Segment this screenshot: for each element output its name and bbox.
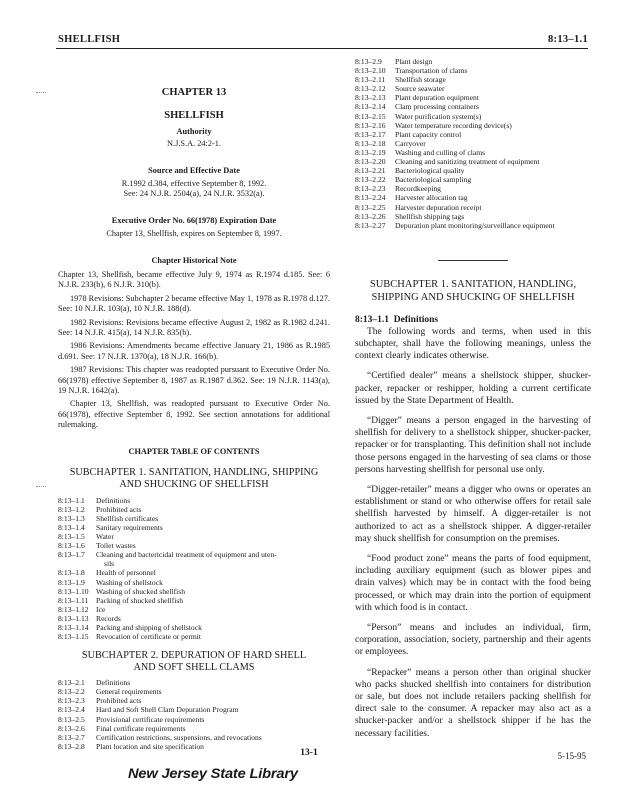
toc-entry-continued: sils xyxy=(104,559,115,569)
definition-food-product-zone: “Food product zone” means the parts of food equipment, including auxiliary equipment (such as blower pipes and drain valves) which may be in contact with the food being processed, or which may drain into the portion of equipment with which food is in contact. xyxy=(355,554,591,613)
toc-entry[interactable]: 8:13–2.9 Plant design xyxy=(355,57,433,66)
subchapter-1-heading: AND SHUCKING OF SHELLFISH xyxy=(119,478,269,490)
toc-entry[interactable]: 8:13–2.3 Prohibited acts xyxy=(58,696,142,706)
history-note: 1978 Revisions: Subchapter 2 became effective May 1, 1978 as R.1978 d.127. See: 10 N.J.R. 103(a), 10 N.J.R. 188(d). xyxy=(58,293,330,314)
toc-entry[interactable]: 8:13–1.9 Washing of shellstock xyxy=(58,577,163,587)
toc-entry[interactable]: 8:13–1.6 Toilet wastes xyxy=(58,541,136,551)
subchapter-2-heading: AND SOFT SHELL CLAMS xyxy=(133,662,255,674)
toc-entry[interactable]: 8:13–2.13 Plant depuration equipment xyxy=(355,93,479,103)
toc-entry[interactable]: 8:13–1.7 Cleaning and bactericidal treatment of equipment and uten- xyxy=(58,550,277,560)
authority-text: N.J.S.A. 24:2-1. xyxy=(167,139,221,148)
toc-entry[interactable]: 8:13–2.10 Transportation of clams xyxy=(355,66,468,76)
history-note: 1982 Revisions: Revisions became effective August 2, 1982 as R.1982 d.241. See: 14 N.J.R. 415(a), 14 N.J.R. 835(b). xyxy=(58,317,330,338)
toc-entry[interactable]: 8:13–1.14 Packing and shipping of shellstock xyxy=(58,623,202,632)
toc-entry[interactable]: 8:13–2.8 Plant location and site specification xyxy=(58,741,204,751)
scan-mark xyxy=(36,92,46,94)
toc-entry[interactable]: 8:13–1.15 Revocation of certificate or permit xyxy=(58,632,201,642)
toc-entry[interactable]: 8:13–1.1 Definitions xyxy=(58,495,131,505)
toc-entry[interactable]: 8:13–2.17 Plant capacity control xyxy=(355,129,462,139)
header-rule xyxy=(56,48,588,49)
toc-entry[interactable]: 8:13–1.13 Records xyxy=(58,613,121,623)
toc-entry[interactable]: 8:13–2.22 Bacteriological sampling xyxy=(355,175,472,185)
running-header-right: 8:13–1.1 xyxy=(547,34,588,45)
toc-entry[interactable]: 8:13–2.20 Cleaning and sanitizing treatment of equipment xyxy=(355,157,540,167)
authority-heading: Authority xyxy=(176,127,212,136)
chapter-title: SHELLFISH xyxy=(164,110,224,121)
executive-order-heading: Executive Order No. 66(1978) Expiration Date xyxy=(111,216,277,225)
subchapter-1-heading: SUBCHAPTER 1. SANITATION, HANDLING, SHIPPING xyxy=(69,466,319,478)
library-stamp: New Jersey State Library xyxy=(128,765,298,781)
section-number: 8:13–1.1 xyxy=(355,314,390,325)
subchapter-1-title: SHIPPING AND SHUCKING OF SHELLFISH xyxy=(371,291,575,303)
toc-entry[interactable]: 8:13–2.1 Definitions xyxy=(58,678,131,688)
toc-entry[interactable]: 8:13–2.4 Hard and Soft Shell Clam Depuration Program xyxy=(58,705,239,715)
source-text: See: 24 N.J.R. 2504(a), 24 N.J.R. 3532(a). xyxy=(123,189,265,198)
toc-entry[interactable]: 8:13–2.19 Washing and culling of clams xyxy=(355,147,486,157)
toc-entry[interactable]: 8:13–1.3 Shellfish certificates xyxy=(58,513,159,523)
revision-date: 5-15-95 xyxy=(557,751,586,761)
toc-entry[interactable]: 8:13–2.16 Water temperature recording device(s) xyxy=(355,120,512,130)
toc-entry[interactable]: 8:13–2.5 Provisional certificate requirements xyxy=(58,714,205,724)
definition-certified-dealer: “Certified dealer” means a shellstock shipper, shucker-packer, repacker or reshipper, holding a current certificate issued by the State Department of Health. xyxy=(355,371,591,406)
history-heading: Chapter Historical Note xyxy=(151,256,237,265)
toc-entry[interactable]: 8:13–2.18 Carryover xyxy=(355,138,426,148)
toc-entry[interactable]: 8:13–2.27 Depuration plant monitoring/surveillance equipment xyxy=(355,220,555,230)
left-column xyxy=(58,86,330,751)
toc-entry[interactable]: 8:13–1.4 Sanitary requirements xyxy=(58,522,163,532)
toc-entry[interactable]: 8:13–1.2 Prohibited acts xyxy=(58,504,142,514)
toc-entry[interactable]: 8:13–1.10 Washing of shucked shellfish xyxy=(58,586,186,596)
table-of-contents-heading: CHAPTER TABLE OF CONTENTS xyxy=(128,446,260,456)
toc-entry[interactable]: 8:13–1.5 Water xyxy=(58,532,114,542)
running-header-left: SHELLFISH xyxy=(58,34,121,45)
subchapter-1-title: SUBCHAPTER 1. SANITATION, HANDLING, xyxy=(369,278,577,290)
source-heading: Source and Effective Date xyxy=(148,166,240,175)
section-name: Definitions xyxy=(393,314,439,325)
section-divider xyxy=(438,260,508,261)
source-text: R.1992 d.384, effective September 8, 1992. xyxy=(121,179,267,188)
toc-entry[interactable]: 8:13–2.14 Clam processing containers xyxy=(355,102,479,112)
right-column xyxy=(355,57,591,740)
section-heading xyxy=(355,314,591,326)
history-note: 1987 Revisions: This chapter was readopted pursuant to Executive Order No. 66(1978) effective September 8, 1987 as R.1987 d.362. See: 19 N.J.R. 1143(a), 19 N.J.R. 1642(a). xyxy=(58,365,330,396)
toc-entry[interactable]: 8:13–2.2 General requirements xyxy=(58,687,162,697)
toc-entry[interactable]: 8:13–2.15 Water purification system(s) xyxy=(355,111,482,121)
body-paragraph: The following words and terms, when used in this subchapter, shall have the following meanings, unless the context clearly indicates otherwise. xyxy=(355,326,591,362)
history-note: 1986 Revisions: Amendments became effective January 21, 1986 as R.1985 d.691. See: 17 N.J.R. 1370(a), 18 N.J.R. 166(b). xyxy=(58,341,330,361)
definition-repacker: “Repacker” means a person other than original shucker who packs shucked shellfish into containers for distribution or sale, but does not include retailers packing shellfish for direct sale to the consumer. A repacker may also act as a shucker-packer and/or a shellstock shipper if he has the necessary facilities. xyxy=(355,667,591,739)
subchapter-1-contents xyxy=(58,496,330,642)
history-note: Chapter 13, Shellfish, was readopted pursuant to Executive Order No. 66(1978), effective September 8, 1992. See section annotations for additional rulemaking. xyxy=(58,399,330,430)
definition-digger-retailer: “Digger-retailer” means a digger who owns or operates an establishment or stand or who otherwise offers for retail sale shellfish harvested by himself. A digger-retailer is not authorized to act as a shellstock shipper. A digger-retailer may shuck shellfish for consumption on the premises. xyxy=(355,485,591,544)
toc-entry[interactable]: 8:13–2.23 Recordkeeping xyxy=(355,184,441,194)
toc-entry[interactable]: 8:13–1.11 Packing of shucked shellfish xyxy=(58,595,184,605)
chapter-number: CHAPTER 13 xyxy=(161,87,227,98)
page-number: 13-1 xyxy=(300,748,318,758)
toc-entry[interactable]: 8:13–2.25 Harvester depuration receipt xyxy=(355,202,482,212)
toc-entry[interactable]: 8:13–2.7 Certification restrictions, suspensions, and revocations xyxy=(58,732,262,742)
toc-entry[interactable]: 8:13–2.11 Shellfish storage xyxy=(355,75,446,85)
toc-entry[interactable]: 8:13–2.24 Harvester allocation tag xyxy=(355,193,468,203)
history-note: Chapter 13, Shellfish, became effective July 9, 1974 as R.1974 d.185. See: 6 N.J.R. 233(b), 6 N.J.R. 310(b). xyxy=(58,270,330,290)
toc-entry[interactable]: 8:13–2.12 Source seawater xyxy=(355,84,445,94)
toc-entry[interactable]: 8:13–1.12 Ice xyxy=(58,604,106,614)
toc-entry[interactable]: 8:13–2.26 Shellfish shipping tags xyxy=(355,211,465,221)
toc-entry[interactable]: 8:13–1.8 Health of personnel xyxy=(58,568,156,578)
subchapter-2-heading: SUBCHAPTER 2. DEPURATION OF HARD SHELL xyxy=(81,650,307,662)
executive-order-text: Chapter 13, Shellfish, expires on September 8, 1997. xyxy=(106,229,282,238)
toc-entry[interactable]: 8:13–2.6 Final certificate requirements xyxy=(58,723,186,733)
subchapter-2-contents-continued xyxy=(355,57,591,230)
scan-mark xyxy=(36,486,46,488)
subchapter-2-contents xyxy=(58,678,330,751)
toc-entry[interactable]: 8:13–2.21 Bacteriological quality xyxy=(355,166,465,176)
definition-person: “Person” means and includes an individual, firm, corporation, association, society, partnership and their agents or employees. xyxy=(355,623,591,658)
definition-digger: “Digger” means a person engaged in the harvesting of shellfish for delivery to a shellstock shipper, shucker-packer, repacker or for transplanting. This definition shall not include those persons engaged in the harvesting of sea clams or those persons harvesting shellfish for personal use only. xyxy=(355,416,591,475)
